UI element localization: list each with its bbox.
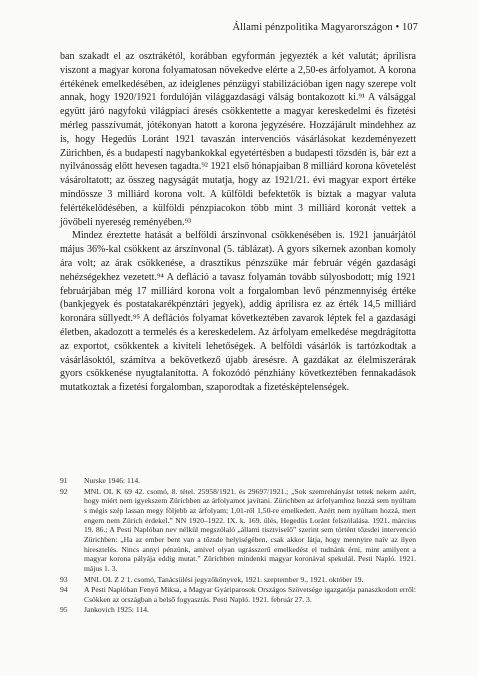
footnote-number: 93 <box>60 574 68 584</box>
footnote <box>60 585 416 604</box>
footnote-text: MNL OL Z 2 1. csomó, Tanácsülési jegyzőkönyvek, 1921. szeptember 9., 1921. október 19. <box>84 574 364 584</box>
footnote-text: A Pesti Naplóban Fenyő Miksa, a Magyar Gyáriparosok Országos Szövetsége igazgatója panaszkodott erről: Csökken az országban a belső fogyasztás. Pesti Napló. 1921. február 27. 3. <box>84 585 416 604</box>
paragraph: ban szakadt el az osztrákétól, korábban egyformán jegyezték a két valutát; áprilisra viszont a magyar korona folyamatosan növekedve elérte a 2,50-es árfolyamot. A korona értékének emelkedésében, az ideiglenes pénzügyi stabilizációban igen nagy szerepe volt annak, hogy 1920/1921 fordulóján világgazdasági válság bontakozott ki.⁹¹ A válsággal együtt járó nagyfokú világpiaci áresés csökkentette a magyar kereskedelmi és fizetési mérleg passzívumát, jótékonyan hatott a korona jegyzésére. Hozzájárult mindehhez az is, hogy Hegedüs Loránt 1921 tavaszán intervenciós vásárlásokat kezdeményezett Zürichben, és a budapesti nagybankokkal egyetértésben a budapesti tőzsdén is, bár ezt a nyilvánosság előtt hevesen tagadta.⁹² 1921 első hónapjaiban 8 milliárd korona követelést vásároltatott; az összeg nagyságát mutatja, hogy az 1921/21. évi magyar export értéke mindössze 3 milliárd korona volt. A külföldi befektetők is bíztak a magyar valuta felértékelődésében, a külföldi pénzpiacokon több mint 3 milliárd koronát vettek a jövőbeli nyereség reményében.⁹³ <box>60 51 416 228</box>
footnote <box>60 575 416 585</box>
footnotes <box>60 476 416 616</box>
footnote <box>60 605 416 615</box>
main-text <box>60 50 416 395</box>
running-head: Állami pénzpolitika Magyarországon • 107 <box>232 22 418 33</box>
footnote-text: Nurske 1946: 114. <box>84 476 141 485</box>
footnote-text: Jankovich 1925: 114. <box>84 605 149 615</box>
footnote-number: 94 <box>60 585 68 595</box>
footnote <box>60 487 416 574</box>
footnote-number: 95 <box>60 605 68 615</box>
paragraph: Mindez éreztette hatását a belföldi árszínvonal csökkenésében is. 1921 januárjától május 36%-kal csökkent az árszínvonal (5. táblázat). A gyors sikernek azonban komoly ára volt; az árak csökkenése, a drasztikus pénzszűke már február végén gazdasági nehézségekhez vezetett.⁹⁴ A defláció a tavasz folyamán tovább súlyosbodott; míg 1921 februárjában még 17 milliárd korona volt a forgalomban levő pénzmennyiség értéke (bankjegyek és postatakarékpénztári jegyek), addig áprilisra ez az érték 14,5 milliárd koronára süllyedt.⁹⁵ A deflációs folyamat következtében zavarok léptek fel a gazdasági életben, akadozott a termelés és a kereskedelem. Az árfolyam emelkedése megdrágította az exportot, csökkentek a kiviteli lehetőségek. A belföldi vásárlók is tartózkodtak a vásárlásoktól, számítva a bekövetkező újabb áresésre. A gazdákat az élelmiszerárak gyors csökkenése nyugtalanította. A fokozódó pénzhiány következtében fennakadások mutatkoztak a fizetési forgalomban, szaporodtak a fizetésképtelenségek. <box>60 230 416 394</box>
footnote-number: 91 <box>60 476 68 485</box>
footnote-text: MNL OL K 69 42. csomó, 8. tétel. 25958/1921. és 29697/1921.; „Sok szemrehányást tettek nekem azért, hogy miért nem igyekszem Zürichben az árfolyamot javítani. Zürichben az árfolyamhoz hozzá sem nyúltam s mégis szép lassan megy följebb az árfolyam; 1,01-ről 1,50-re emelkedett. Azért nem nyúltam hozzá, mert engem nem Zürich érdekel.” NN 1920–1922. IX. k. 169. ülés, Hegedüs Loránt felszólalása. 1921. március 19. 86.; A Pesti Naplóban nev nélkül megszólaló „állami tisztviselő” szerint sem történt tőzsdei intervenció Zürichben: „Ha az ember bent van a tőzsde helyiségében, csak akkor látja, hogy mennyire naiv az ilyen hiresztelés. Nincs annyi pénzünk, amivel olyan ugrásszerű emelkedést el tudnánk érni, mint amilyent a magyar korona pályája eddig mutat.” Zürichben mindenki magyar koronával spekulál. Pesti Napló. 1921. május 1. 3. <box>84 486 416 574</box>
footnote-number: 92 <box>60 486 68 496</box>
footnote <box>60 476 416 486</box>
